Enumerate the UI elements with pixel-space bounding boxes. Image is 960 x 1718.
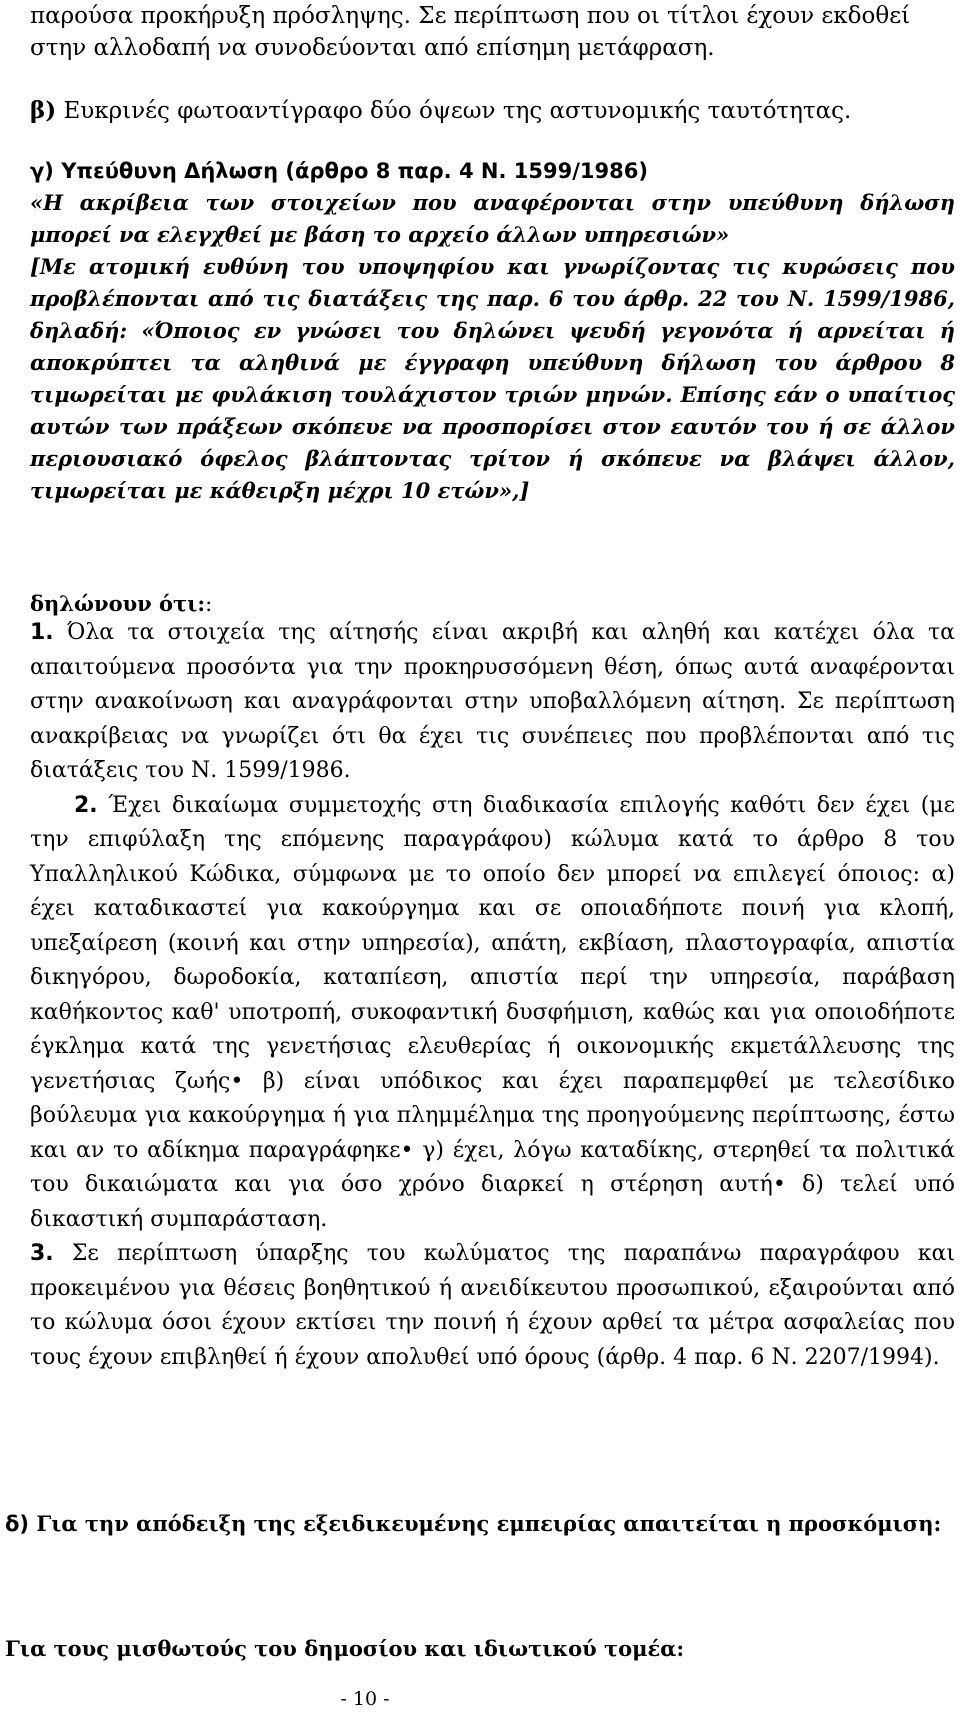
item-g-quote: «Η ακρίβεια των στοιχείων που αναφέρονται στην υπεύθυνη δήλωση μπορεί να ελεγχθεί με βάση το αρχείο άλλων υπηρεσιών» xyxy=(30,190,955,247)
item-text: Έχει δικαίωμα συμμετοχής στη διαδικασία επιλογής καθότι δεν έχει (με την επιφύλαξη της επόμενης παραγράφου) κώλυμα κατά το άρθρο 8 του Υπαλληλικού Κώδικα, σύμφωνα με το οποίο δεν μπορεί να επιλεγεί όποιος: α) έχει καταδικαστεί για κακούργημα και σε οποιαδήποτε ποινή για κλοπή, υπεξαίρεση (κοινή και στην υπηρεσία), απάτη, εκβίαση, πλαστογραφία, απιστία δικηγόρου, δωροδοκία, καταπίεση, απιστία περί την υπηρεσία, παράβαση καθήκοντος καθ' υποτροπή, συκοφαντική δυσφήμιση, καθώς και για οποιοδήποτε έγκλημα κατά της γενετήσιας ελευθερίας ή οικονομικής εκμετάλλευσης της γενετήσιας ζωής• β) είναι υπόδικος και έχει παραπεμφθεί με τελεσίδικο βούλευμα για κακούργημα ή για πλημμέλημα της προηγούμενης περίπτωσης, έστω και αν το αδίκημα παραγράφηκε• γ) έχει, λόγω καταδίκης, στερηθεί τα πολιτικά του δικαιώματα και για όσο χρόνο διαρκεί η στέρηση αυτή• δ) τελεί υπό δικαστική συμπαράσταση. xyxy=(30,792,955,1232)
declaration-label: δηλώνουν ότι:: xyxy=(30,591,213,616)
item-d-label: δ) xyxy=(5,1512,30,1536)
item-g-block xyxy=(30,155,955,507)
item-text: Σε περίπτωση ύπαρξης του κωλύματος της παραπάνω παραγράφου και προκειμένου για θέσεις βοηθητικού ή ανειδίκευτου προσωπικού, εξαιρούνται από το κώλυμα όσοι έχουν εκτίσει την ποινή ή έχουν αρθεί τα μέτρα ασφαλείας που τους έχουν επιβληθεί ή έχουν απολυθεί υπό όρους (άρθρ. 4 παρ. 6 Ν. 2207/1994). xyxy=(30,1241,955,1370)
item-g-bracket-text: [Με ατομική ευθύνη του υποψηφίου και γνωρίζοντας τις κυρώσεις που προβλέπονται από τις διατάξεις της παρ. 6 του άρθρ. 22 του Ν. 1599/1986, δηλαδή: «Όποιος εν γνώσει του δηλώνει ψευδή γεγονότα ή αρνείται ή αποκρύπτει τα αληθινά με έγγραφη υπεύθυνη δήλωση του άρθρου 8 τιμωρείται με φυλάκιση τουλάχιστον τριών μηνών. Επίσης εάν ο υπαίτιος αυτών των πράξεων σκόπευε να προσπορίσει στον εαυτόν του ή σε άλλον περιουσιακό όφελος βλάπτοντας τρίτον ή σκόπευε να βλάψει άλλον, τιμωρείται με κάθειρξη μέχρι 10 ετών»,] xyxy=(30,254,955,503)
item-number: 2. xyxy=(74,792,98,818)
declaration-item-3 xyxy=(30,1237,955,1375)
declaration-item-2 xyxy=(30,789,955,1238)
item-number: 1. xyxy=(30,620,54,645)
item-b-text: Ευκρινές φωτοαντίγραφο δύο όψεων της αστυνομικής ταυτότητας. xyxy=(56,98,852,124)
declaration-items xyxy=(30,616,955,1375)
intro-paragraph: παρούσα προκήρυξη πρόσληψης. Σε περίπτωση που οι τίτλοι έχουν εκδοθεί στην αλλοδαπή να συνοδεύονται από επίσημη μετάφραση. xyxy=(30,3,911,61)
item-g-label: γ) Υπεύθυνη Δήλωση (άρθρο 8 παρ. 4 Ν. 1599/1986) xyxy=(30,159,648,183)
item-text: Όλα τα στοιχεία της αίτησής είναι ακριβή και αληθή και κατέχει όλα τα απαιτούμενα προσόντα για την προκηρυσσόμενη θέση, όπως αυτά αναφέρονται στην ανακοίνωση και αναγράφονται στην υποβαλλόμενη αίτηση. Σε περίπτωση ανακρίβειας να γνωρίζει ότι θα έχει τις συνέπειες που προβλέπονται από τις διατάξεις του Ν. 1599/1986. xyxy=(30,620,955,783)
item-b-paragraph xyxy=(30,95,955,127)
item-d-text: Για την απόδειξη της εξειδικευμένης εμπειρίας απαιτείται η προσκόμιση: xyxy=(29,1511,942,1536)
page-number: - 10 - xyxy=(340,1688,390,1710)
item-number: 3. xyxy=(30,1241,54,1266)
item-b-label: β) xyxy=(30,97,57,124)
declaration-item-1 xyxy=(30,616,955,789)
section-heading: Για τους μισθωτούς του δημοσίου και ιδιωτικού τομέα: xyxy=(5,1636,685,1661)
item-d-paragraph xyxy=(5,1508,955,1540)
